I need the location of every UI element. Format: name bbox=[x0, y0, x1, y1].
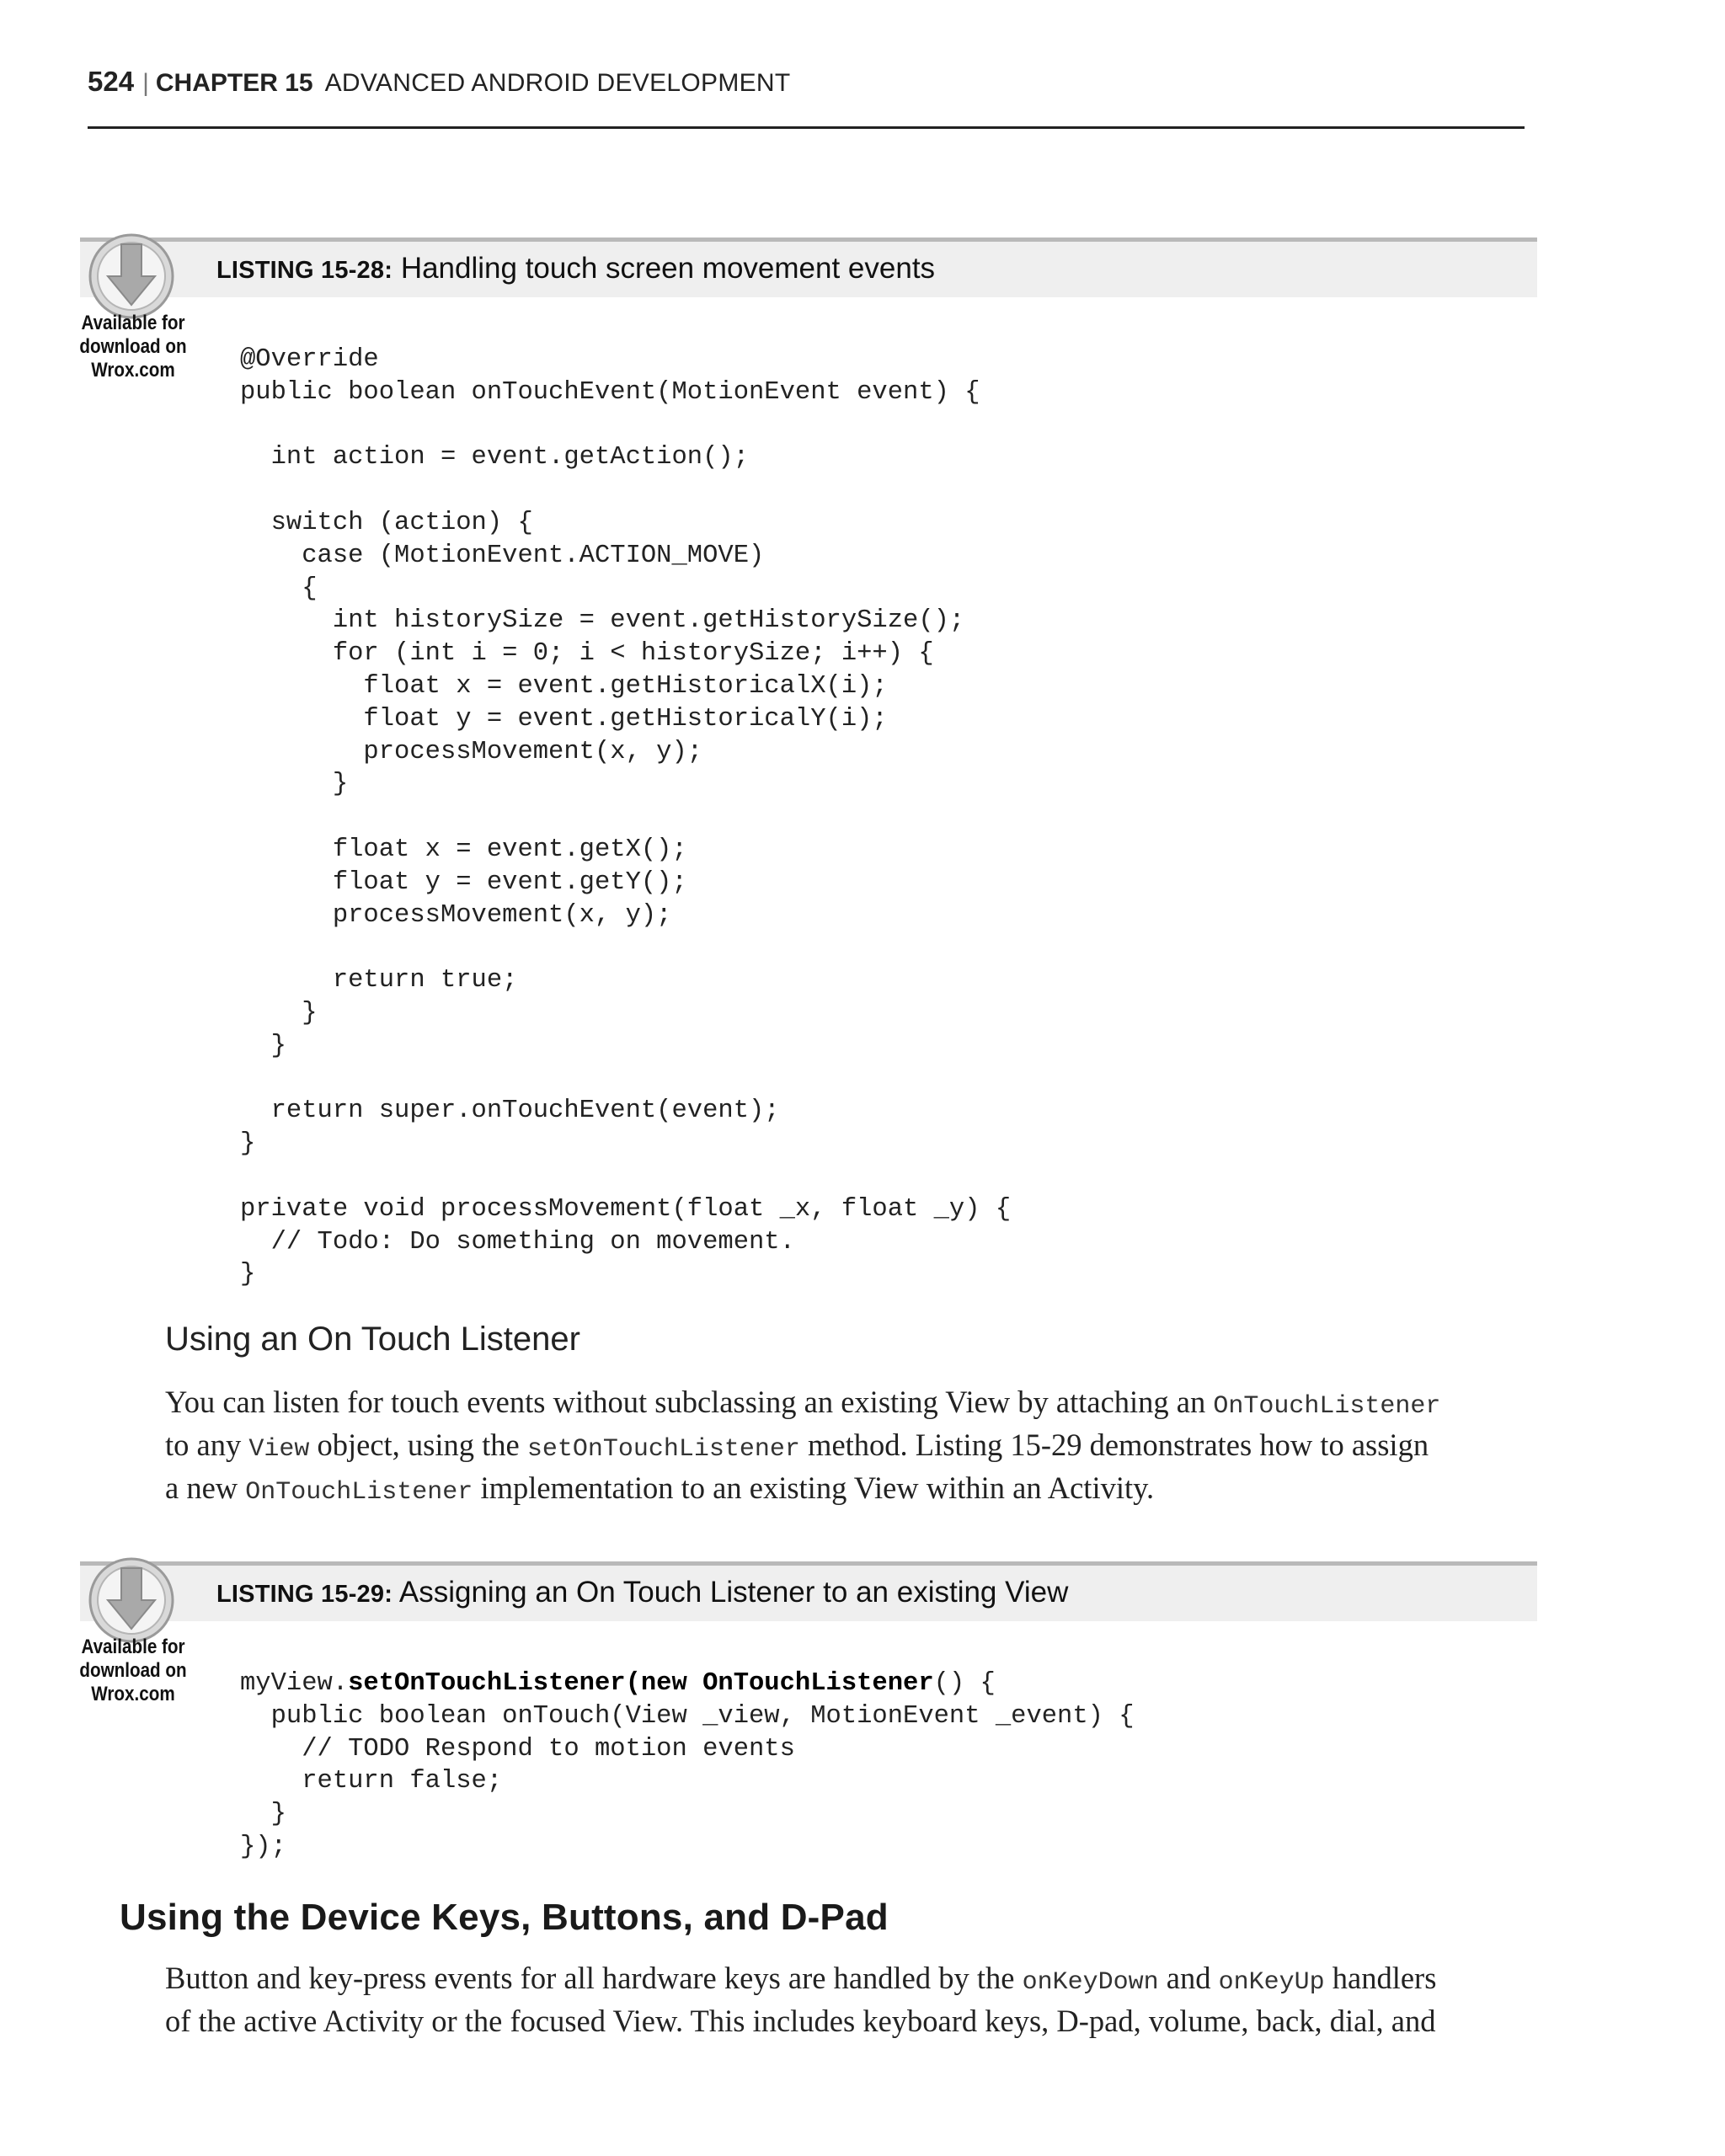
text-run: You can listen for touch events without subclassing an existing View by attaching an bbox=[165, 1385, 1214, 1419]
text-run: handlers bbox=[1324, 1961, 1437, 1995]
download-note-line: Wrox.com bbox=[91, 1683, 175, 1705]
inline-code: OnTouchListener bbox=[1213, 1392, 1441, 1421]
listing-title-bar bbox=[80, 1561, 1537, 1621]
download-note-line: download on bbox=[79, 1659, 187, 1682]
code-block: @Override public boolean onTouchEvent(MotionEvent event) { int action = event.getAction(); switch (action) { case (MotionEvent.ACTION_MOVE) { int historySize = event.getHistorySize(); for (int i = 0; i < historySize; i++) { float x = event.getHistoricalX(i); float y = event.getHistoricalY(i); processMovement(x, y); } float x = event.getX(); float y = event.getY(); processMovement(x, y); return true; } } return super.onTouchEvent(event); } private void processMovement(float _x, float _y) { // Todo: Do something on movement. } bbox=[240, 345, 1012, 1289]
listing-15-29 bbox=[80, 1561, 1537, 1865]
text-run: and bbox=[1158, 1961, 1219, 1995]
listing-title: Assigning an On Touch Listener to an existing View bbox=[398, 1576, 1069, 1609]
text-run: of the active Activity or the focused View. This includes keyboard keys, D-pad, volume, back, dial, and bbox=[165, 2004, 1436, 2038]
code-highlight: setOnTouchListener(new OnTouchListener bbox=[348, 1669, 934, 1698]
chapter-label: CHAPTER 15 bbox=[155, 69, 313, 97]
header-rule bbox=[88, 126, 1525, 129]
listing-caption bbox=[216, 1576, 1068, 1609]
download-note-line: download on bbox=[79, 335, 187, 358]
code-text: public boolean onTouch(View _view, MotionEvent _event) { // TODO Respond to motion events return false; } }); bbox=[240, 1701, 1135, 1861]
code-block bbox=[240, 1668, 1135, 1864]
listing-number: LISTING 15-29: bbox=[216, 1581, 393, 1608]
section-heading: Using the Device Keys, Buttons, and D-Pad bbox=[120, 1897, 889, 1938]
code-text: () { bbox=[933, 1669, 996, 1698]
download-note[interactable] bbox=[79, 312, 188, 382]
listing-title-bar bbox=[80, 237, 1537, 297]
inline-code: View bbox=[248, 1435, 310, 1464]
listing-caption bbox=[216, 252, 935, 286]
text-run: implementation to an existing View within an Activity. bbox=[473, 1470, 1155, 1505]
download-note[interactable] bbox=[79, 1636, 188, 1706]
subsection-paragraph bbox=[165, 1383, 1526, 1512]
download-note-line: Available for bbox=[81, 1636, 185, 1658]
section-paragraph bbox=[165, 1959, 1526, 2041]
download-note-line: Wrox.com bbox=[91, 359, 175, 382]
download-arrow-icon[interactable] bbox=[88, 1556, 175, 1644]
chapter-title: ADVANCED ANDROID DEVELOPMENT bbox=[324, 69, 791, 97]
text-run: a new bbox=[165, 1470, 246, 1505]
listing-title: Handling touch screen movement events bbox=[400, 252, 936, 285]
text-run: object, using the bbox=[309, 1428, 527, 1462]
running-head bbox=[88, 66, 791, 98]
inline-code: onKeyUp bbox=[1218, 1968, 1325, 1997]
code-text: myView. bbox=[240, 1669, 349, 1698]
listing-15-28 bbox=[80, 237, 1537, 1290]
download-note-line: Available for bbox=[81, 312, 185, 334]
header-separator: | bbox=[142, 69, 149, 97]
listing-number: LISTING 15-28: bbox=[216, 257, 393, 284]
inline-code: OnTouchListener bbox=[245, 1478, 473, 1507]
inline-code: setOnTouchListener bbox=[526, 1435, 800, 1464]
inline-code: onKeyDown bbox=[1022, 1968, 1159, 1997]
text-run: to any bbox=[165, 1428, 249, 1462]
text-run: method. Listing 15-29 demonstrates how to assign bbox=[799, 1428, 1429, 1462]
download-arrow-icon[interactable] bbox=[88, 232, 175, 320]
page-number: 524 bbox=[88, 66, 135, 97]
subsection-heading: Using an On Touch Listener bbox=[165, 1321, 580, 1358]
text-run: Button and key-press events for all hardware keys are handled by the bbox=[165, 1961, 1023, 1995]
